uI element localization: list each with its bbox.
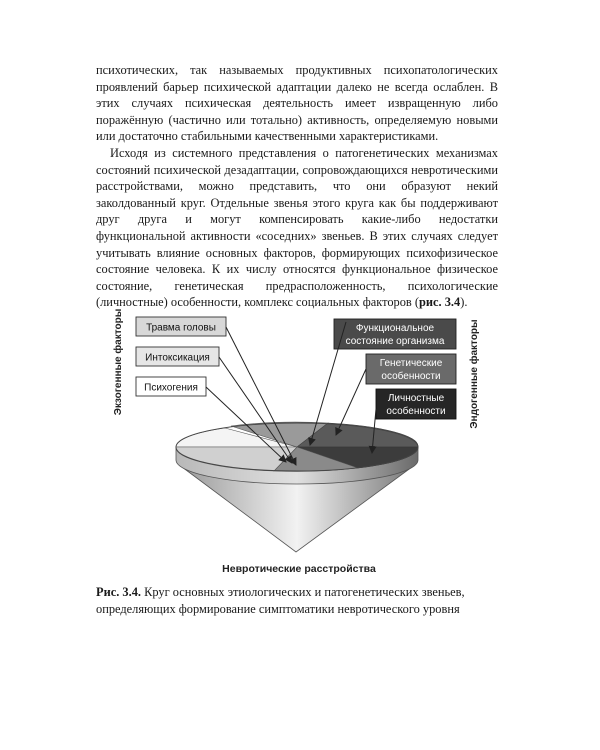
- paragraph-2-text: Исходя из системного представления о патогенетических механизмах состояний психической дезадаптации, сопровождающихся невротическими расстройствами, можно представить, что они образуют некий заколдованный круг. Отдельные звенья этого круга как бы поддерживают друг друга и могут компенсировать какие-либо недостатки функциональной активности «соседних» звеньев. В этих случаях следует учитывать влияние основных факторов, формирующих психофизическое состояние человека. К их числу относятся функциональное физическое состояние, генетическая предрасположенность, психологические (личностные) особенности, комплекс социальных факторов (: [96, 145, 498, 310]
- figure-3-4: [96, 302, 500, 584]
- paragraph-2-end: ).: [460, 295, 468, 310]
- box-functional-state-line1: Функциональное: [355, 323, 435, 334]
- box-personal-line1: Личностные: [387, 393, 445, 404]
- box-genetic-line2: особенности: [381, 371, 441, 382]
- paragraph-1: психотических, так называемых продуктивных психопатологических проявлений барьер психической адаптации далеко не всегда ослаблен. В этих случаях психическая деятельность имеет извращенную либо поражённую (частично или тотально) активность, определяемую новыми или достаточно стабильными качественными характеристиками.: [96, 63, 498, 144]
- paragraph-2: [96, 145, 498, 311]
- cone-diagram: [96, 302, 500, 584]
- figure-caption: [96, 584, 500, 617]
- caption-label: Рис. 3.4.: [96, 585, 141, 599]
- figure-reference: рис. 3.4: [419, 295, 461, 310]
- endogenous-axis-label: Эндогенные факторы: [469, 319, 480, 429]
- box-head-trauma-label: Травма головы: [146, 322, 216, 334]
- box-intoxication-label: Интоксикация: [145, 352, 210, 364]
- box-genetic-line1: Генетические: [379, 358, 443, 369]
- body-text: [96, 62, 498, 311]
- bottom-label: Невротические расстройства: [222, 563, 376, 575]
- box-psychogenia-label: Психогения: [144, 382, 198, 394]
- box-personal-line2: особенности: [386, 406, 446, 417]
- caption-text: Круг основных этиологических и патогенетических звеньев, определяющих формирование симптоматики невротического уровня: [96, 585, 465, 616]
- exogenous-axis-label: Экзогенные факторы: [113, 308, 124, 416]
- box-functional-state-line2: состояние организма: [345, 336, 445, 347]
